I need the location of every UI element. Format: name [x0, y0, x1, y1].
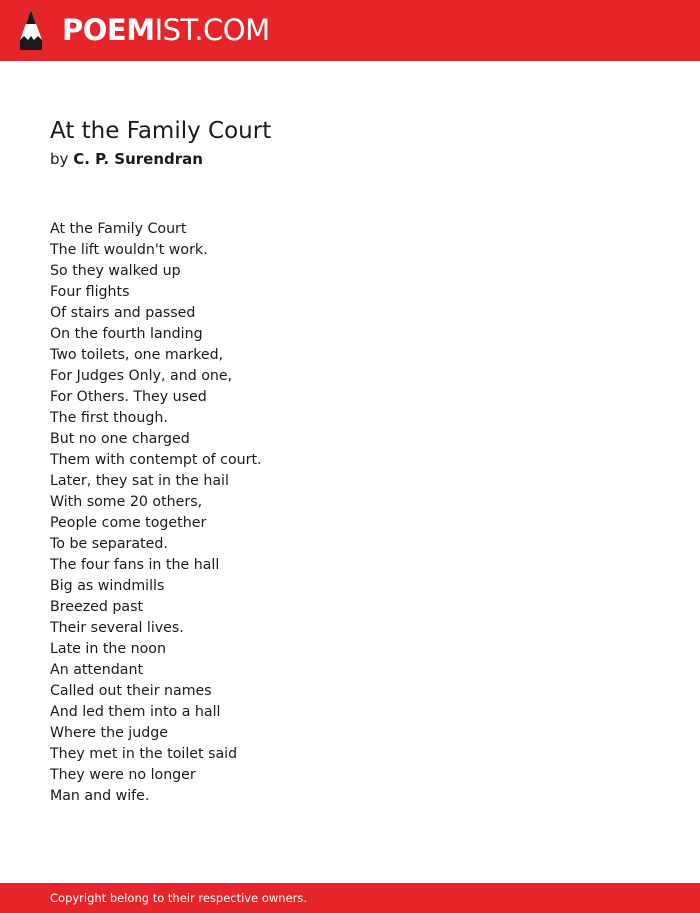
poem-line: People come together — [50, 515, 207, 531]
poem-line: To be separated. — [50, 536, 168, 552]
poem-line: They were no longer — [50, 767, 196, 783]
poem-line: Two toilets, one marked, — [50, 347, 224, 363]
poem-line: Later, they sat in the hail — [50, 473, 229, 489]
poem-line: Their several lives. — [50, 620, 184, 636]
poem-line: With some 20 others, — [50, 494, 203, 510]
copyright-text: Copyright belong to their respective owners. — [50, 891, 308, 905]
site-logo[interactable] — [62, 12, 270, 48]
poem-line: Breezed past — [50, 599, 144, 615]
poem-line: Of stairs and passed — [50, 305, 196, 321]
poem-title: At the Family Court — [50, 118, 272, 144]
site-footer — [0, 883, 700, 913]
poem-line: Four flights — [50, 284, 130, 300]
poem-line: They met in the toilet said — [50, 746, 238, 762]
poem-body — [50, 219, 262, 807]
poem-line: Where the judge — [50, 725, 168, 741]
poem-line: Big as windmills — [50, 578, 165, 594]
poem-line: For Others. They used — [50, 389, 207, 405]
poem-line: Man and wife. — [50, 788, 150, 804]
poem-line: Late in the noon — [50, 641, 166, 657]
poem-line: Called out their names — [50, 683, 212, 699]
poem-line: And led them into a hall — [50, 704, 221, 720]
poem-line: An attendant — [50, 662, 144, 678]
poem-line: On the fourth landing — [50, 326, 203, 342]
by-label: by — [50, 150, 69, 168]
poem-line: So they walked up — [50, 263, 181, 279]
pencil-icon[interactable] — [18, 10, 44, 52]
logo-text-light: IST.COM — [154, 13, 270, 47]
poem-line: For Judges Only, and one, — [50, 368, 233, 384]
logo-text-bold: POEM — [62, 13, 155, 47]
site-header — [0, 0, 700, 61]
poem-line: At the Family Court — [50, 221, 187, 237]
poem-line: The first though. — [50, 410, 168, 426]
poem-line: The lift wouldn't work. — [50, 242, 208, 258]
poem-line: The four fans in the hall — [50, 557, 220, 573]
poem-line: Them with contempt of court. — [50, 452, 262, 468]
author-name: C. P. Surendran — [73, 150, 203, 168]
poem-line: But no one charged — [50, 431, 190, 447]
poem-byline — [50, 148, 203, 170]
